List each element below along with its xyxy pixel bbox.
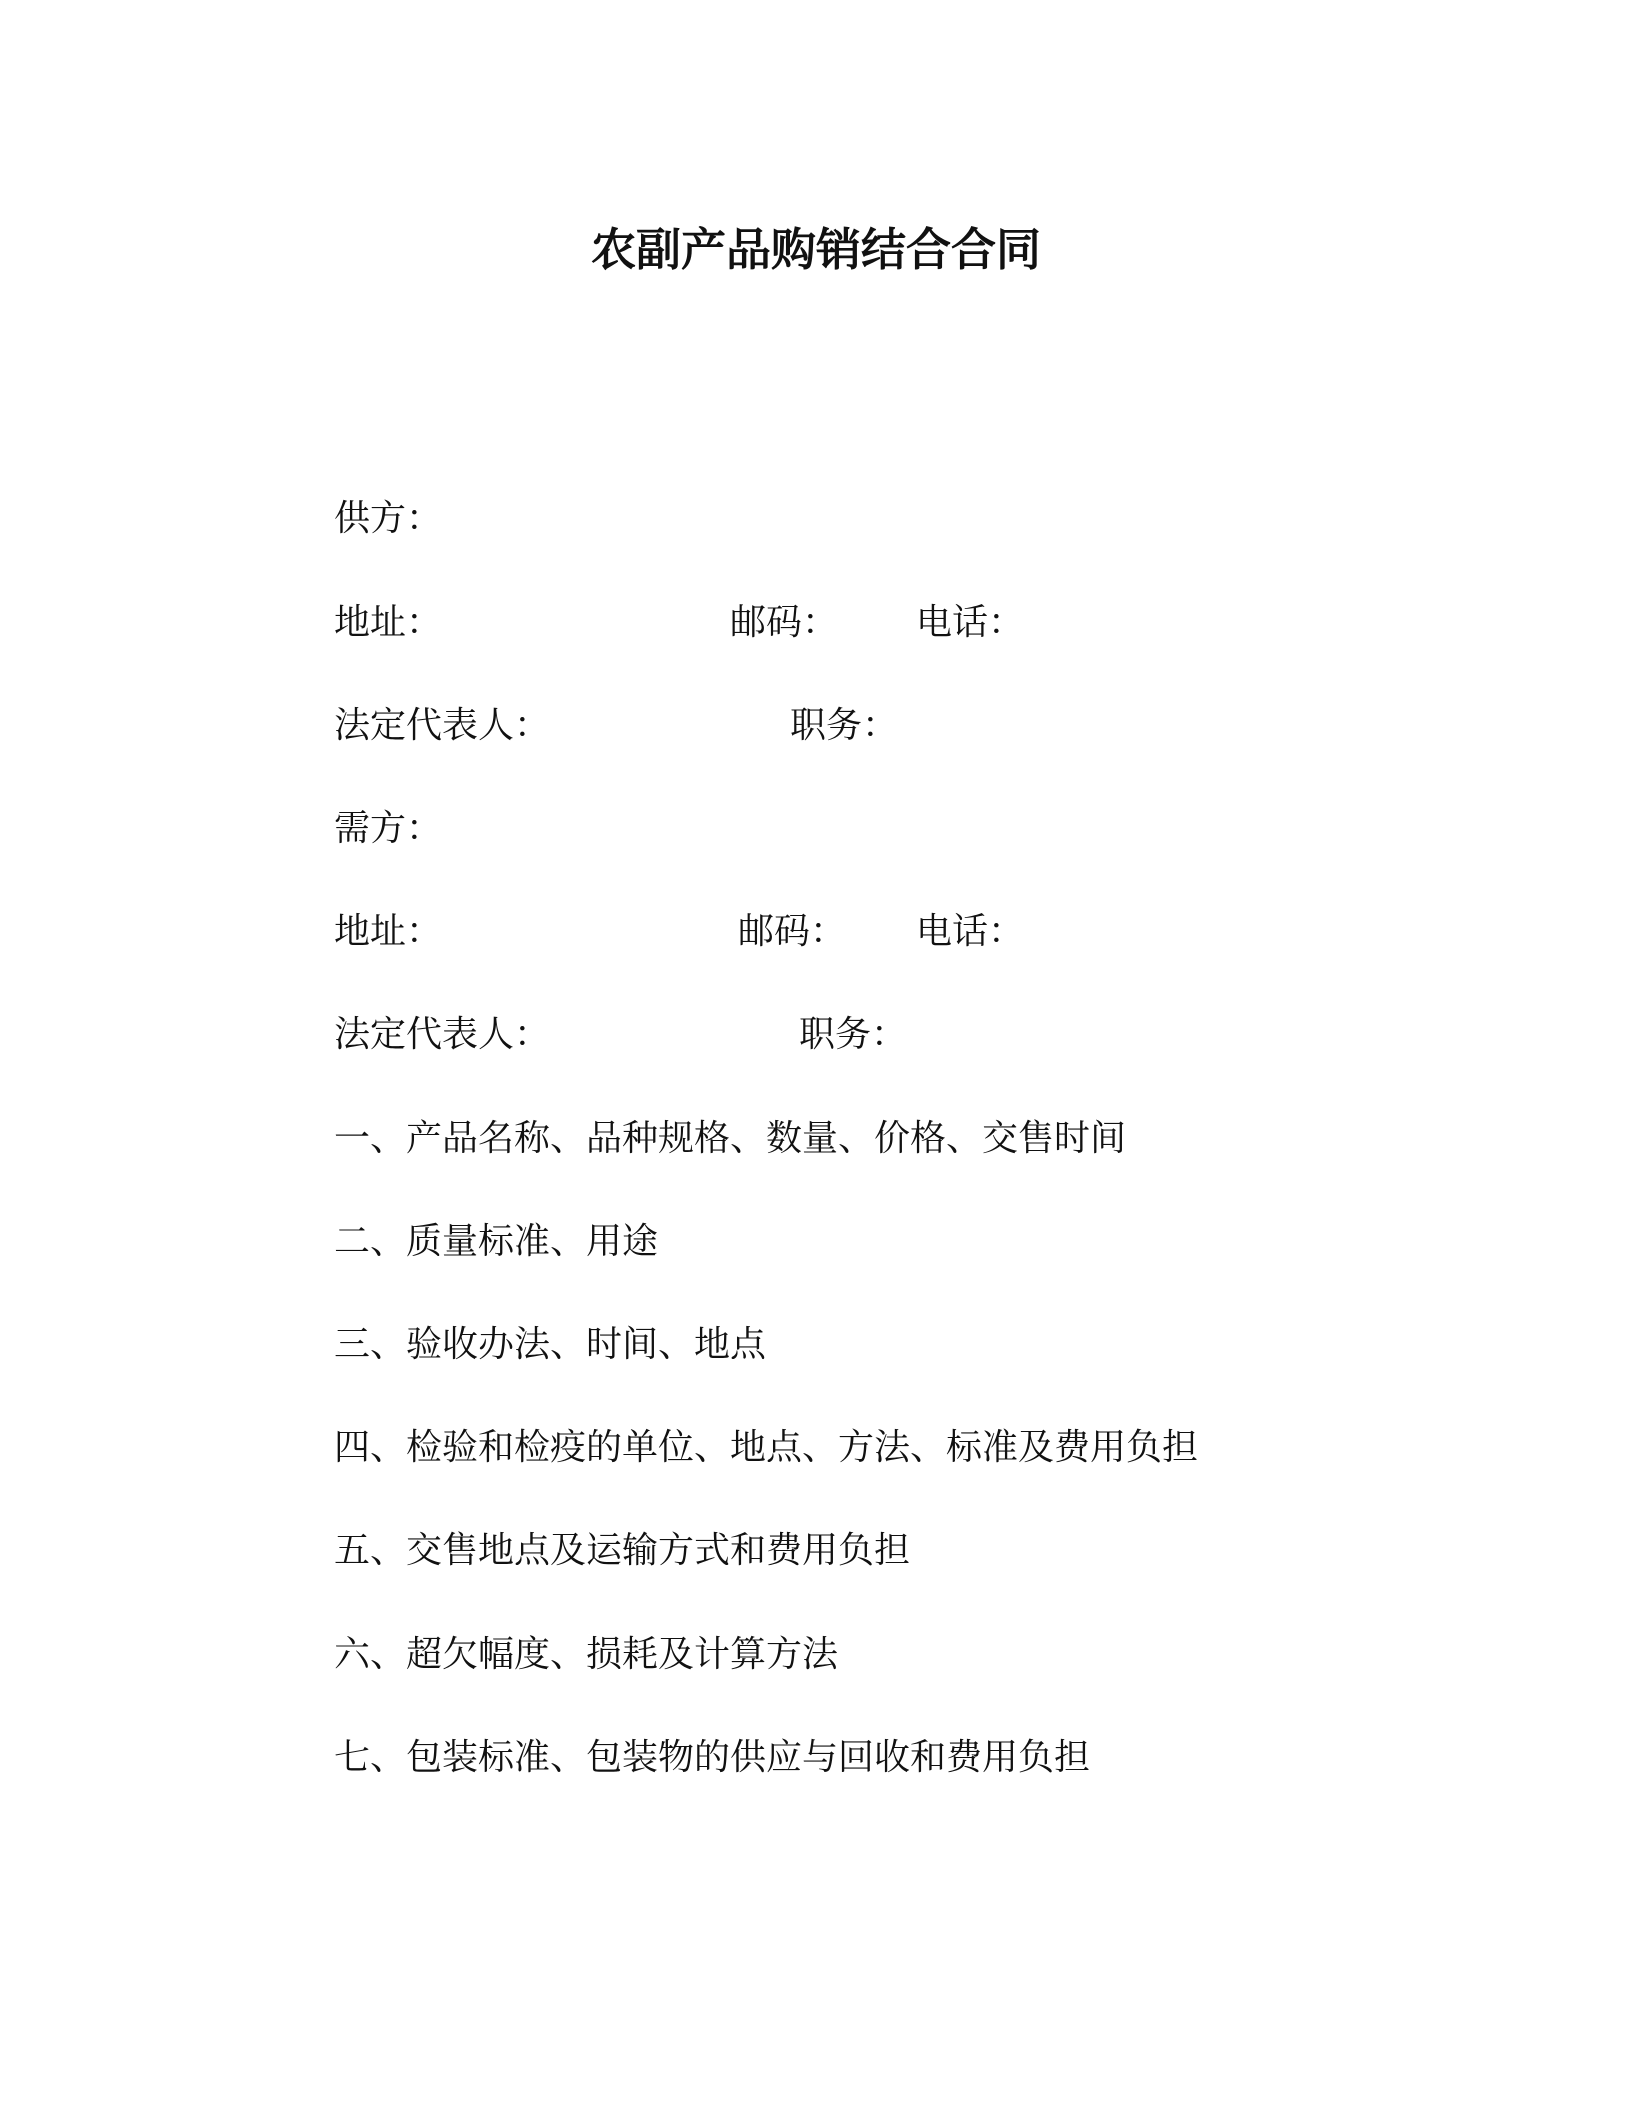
buyer-contact-line (334, 907, 1134, 957)
supplier-party-label: 供方： (334, 498, 443, 539)
supplier-party-line (334, 494, 442, 544)
buyer-legal-rep-label: 法定代表人： (334, 1014, 551, 1055)
clause-6: 六、超欠幅度、损耗及计算方法 (334, 1634, 839, 1675)
clause-4: 四、检验和检疫的单位、地点、方法、标准及费用负担 (334, 1427, 1199, 1468)
buyer-address-label: 地址： (334, 911, 443, 952)
buyer-phone-label: 电话： (916, 911, 1025, 952)
supplier-position-label: 职务： (790, 705, 899, 746)
clause-2: 二、质量标准、用途 (334, 1221, 659, 1262)
supplier-phone-label: 电话： (916, 602, 1025, 643)
clause-7: 七、包装标准、包装物的供应与回收和费用负担 (334, 1737, 1091, 1778)
buyer-party-label: 需方： (334, 808, 443, 849)
document-title: 农副产品购销结合合同 (590, 223, 1041, 276)
supplier-rep-line (334, 701, 1134, 751)
supplier-legal-rep-label: 法定代表人： (334, 705, 551, 746)
buyer-postcode-label: 邮码： (738, 911, 847, 952)
buyer-position-label: 职务： (799, 1014, 908, 1055)
clause-1: 一、产品名称、品种规格、数量、价格、交售时间 (334, 1118, 1127, 1159)
clause-5: 五、交售地点及运输方式和费用负担 (334, 1530, 911, 1571)
supplier-address-label: 地址： (334, 602, 443, 643)
buyer-rep-line (334, 1010, 1134, 1060)
supplier-postcode-label: 邮码： (730, 602, 839, 643)
clause-3: 三、验收办法、时间、地点 (334, 1324, 767, 1365)
supplier-contact-line (334, 598, 1134, 648)
buyer-party-line (334, 804, 442, 854)
